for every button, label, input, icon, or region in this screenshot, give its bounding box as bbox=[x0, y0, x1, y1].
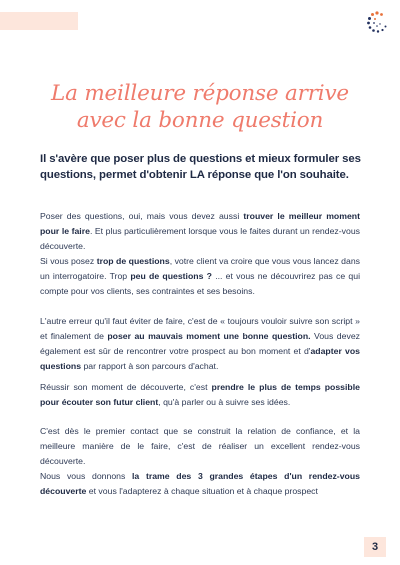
paragraph-5 bbox=[40, 424, 360, 469]
text: par rapport à son parcours d'achat. bbox=[81, 361, 219, 371]
paragraph-2 bbox=[40, 254, 360, 299]
text: Nous vous donnons bbox=[40, 471, 133, 481]
text: L'autre erreur qu'il faut éviter de faire, c'est de « toujours vouloir suivre son script » et finalement de bbox=[40, 316, 360, 341]
dotted-circle-logo-icon bbox=[362, 9, 392, 35]
page-title bbox=[40, 80, 360, 134]
text: ... et vous ne découvrirez pas ce qui compte pour vos clients, ses contraintes et ses besoins. bbox=[40, 271, 360, 296]
paragraph-4 bbox=[40, 380, 360, 410]
bold-text: poser au mauvais moment une bonne question. bbox=[107, 331, 311, 341]
bold-text: peu de questions ? bbox=[130, 271, 212, 281]
paragraph-6 bbox=[40, 469, 360, 499]
bold-text: prendre le plus de temps possible pour écouter son futur client bbox=[40, 382, 360, 407]
bold-text: adapter vos questions bbox=[40, 346, 360, 371]
text: , qu'à parler ou à suivre ses idées. bbox=[158, 397, 291, 407]
title-line-2: avec la bonne question bbox=[76, 108, 324, 133]
text: Poser des questions, oui, mais vous devez aussi bbox=[40, 211, 244, 221]
paragraph-3 bbox=[40, 314, 360, 374]
text: . Et plus particulièrement lorsque vous le faites durant un rendez-vous découverte. bbox=[40, 226, 360, 251]
page-number: 3 bbox=[364, 537, 386, 557]
text: Vous devez également est sûr de rencontrer votre prospect au bon moment et d' bbox=[40, 331, 360, 356]
lead-paragraph: Il s'avère que poser plus de questions et mieux formuler ses questions, permet d'obtenir LA réponse que l'on souhaite. bbox=[40, 153, 361, 181]
paragraph-1 bbox=[40, 209, 360, 254]
bold-text: trouver le meilleur moment pour le faire bbox=[40, 211, 360, 236]
title-line-1: La meilleure réponse arrive bbox=[51, 81, 349, 106]
text: C'est dès le premier contact que se construit la relation de confiance, et la meilleure manière de le faire, c'est de réaliser un excellent rendez-vous découverte. bbox=[40, 426, 360, 466]
text: et vous l'adapterez à chaque situation et à chaque prospect bbox=[86, 486, 318, 496]
text: , votre client va croire que vous vous lancez dans un interrogatoire. Trop bbox=[40, 256, 360, 281]
bold-text: la trame des 3 grandes étapes d'un rendez-vous découverte bbox=[40, 471, 360, 496]
text: Réussir son moment de découverte, c'est bbox=[40, 382, 212, 392]
header-band bbox=[0, 12, 78, 30]
bold-text: trop de questions bbox=[96, 256, 170, 266]
text: Si vous posez bbox=[40, 256, 97, 266]
